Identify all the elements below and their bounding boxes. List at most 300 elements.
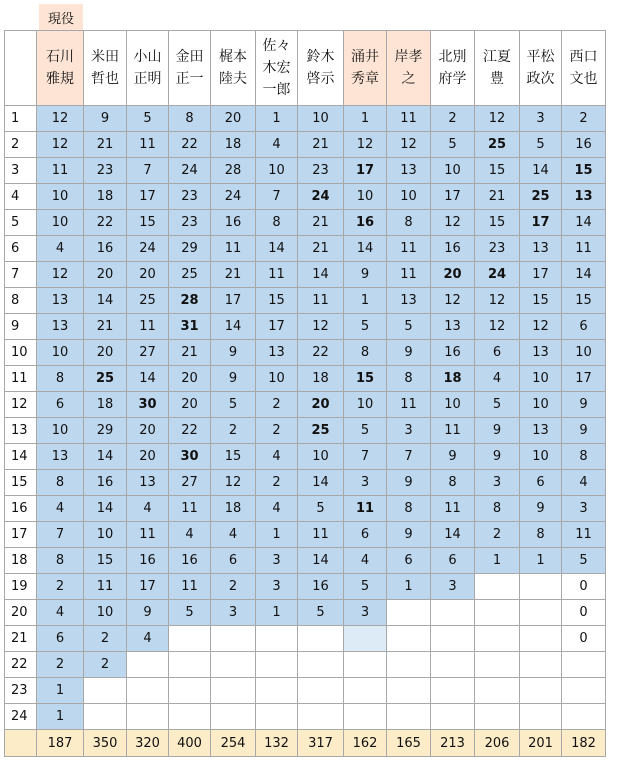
win-cell: 9: [387, 522, 431, 548]
win-cell: [520, 704, 562, 730]
total-cell: 350: [84, 730, 127, 757]
player-name-line: 梶本: [219, 49, 247, 65]
win-cell: 12: [475, 106, 520, 132]
win-cell: 4: [475, 366, 520, 392]
win-cell: 2: [431, 106, 475, 132]
win-cell: 9: [344, 262, 387, 288]
win-cell: [256, 678, 298, 704]
win-cell: 17: [344, 158, 387, 184]
win-cell: 11: [298, 288, 344, 314]
win-cell: 22: [169, 418, 211, 444]
win-cell: 20: [127, 262, 169, 288]
win-cell: 13: [37, 288, 84, 314]
win-cell: 14: [298, 548, 344, 574]
total-cell: 187: [37, 730, 84, 757]
win-cell: [431, 626, 475, 652]
win-cell: [475, 652, 520, 678]
win-cell: 18: [298, 366, 344, 392]
season-number: 9: [5, 314, 37, 340]
win-cell: [520, 574, 562, 600]
player-name-line: 文也: [569, 71, 598, 87]
player-name-line: 一郎: [262, 82, 291, 98]
player-header: [431, 31, 475, 106]
win-cell: 11: [169, 496, 211, 522]
table-row: [5, 652, 606, 678]
win-cell: 20: [431, 262, 475, 288]
win-cell: 9: [84, 106, 127, 132]
win-cell: 22: [84, 210, 127, 236]
win-cell: 3: [344, 600, 387, 626]
player-name-line: 北別: [438, 49, 467, 65]
win-cell: 6: [431, 548, 475, 574]
win-cell: 14: [520, 158, 562, 184]
win-cell: 17: [520, 210, 562, 236]
season-number: 5: [5, 210, 37, 236]
season-number: 21: [5, 626, 37, 652]
win-cell: [475, 600, 520, 626]
player-name-line: 金田: [175, 49, 204, 65]
win-cell: 13: [37, 314, 84, 340]
win-cell: 15: [475, 158, 520, 184]
season-number: 18: [5, 548, 37, 574]
player-name-line: 涌井: [351, 49, 379, 65]
win-cell: 3: [431, 574, 475, 600]
total-cell: 317: [298, 730, 344, 757]
win-cell: 14: [431, 522, 475, 548]
table-row: [5, 184, 606, 210]
win-cell: 14: [84, 288, 127, 314]
win-cell: 11: [169, 574, 211, 600]
win-cell: 12: [37, 132, 84, 158]
win-cell: 5: [475, 392, 520, 418]
win-cell: 29: [84, 418, 127, 444]
win-cell: 11: [37, 158, 84, 184]
win-cell: [520, 678, 562, 704]
win-cell: 1: [37, 704, 84, 730]
win-cell: 10: [298, 106, 344, 132]
win-cell: 27: [169, 470, 211, 496]
total-cell: 254: [211, 730, 256, 757]
win-cell: 8: [37, 548, 84, 574]
win-cell: 24: [211, 184, 256, 210]
player-name-line: 之: [401, 71, 416, 87]
win-cell: 18: [84, 184, 127, 210]
win-cell: 12: [37, 106, 84, 132]
win-cell: 13: [520, 236, 562, 262]
win-cell: 16: [344, 210, 387, 236]
table-row: [5, 496, 606, 522]
win-cell: 6: [475, 340, 520, 366]
win-cell: 20: [298, 392, 344, 418]
player-header: [562, 31, 606, 106]
win-cell: 18: [211, 496, 256, 522]
table-row: [5, 158, 606, 184]
win-cell: 12: [520, 314, 562, 340]
table-row: [5, 132, 606, 158]
win-cell: 14: [298, 262, 344, 288]
player-header: [169, 31, 211, 106]
win-cell: [84, 704, 127, 730]
win-cell: [520, 652, 562, 678]
current-player-label: 現役: [39, 4, 83, 30]
win-cell: 4: [37, 600, 84, 626]
player-header: [127, 31, 169, 106]
player-name-line: 秀章: [351, 71, 379, 87]
win-cell: 5: [344, 314, 387, 340]
win-cell: [475, 574, 520, 600]
win-cell: 7: [256, 184, 298, 210]
win-cell: 15: [562, 158, 606, 184]
win-cell: 20: [127, 418, 169, 444]
win-cell: 10: [256, 366, 298, 392]
season-number: 13: [5, 418, 37, 444]
win-cell: 11: [387, 106, 431, 132]
table-row: [5, 314, 606, 340]
win-cell: 14: [562, 210, 606, 236]
player-name-line: 豊: [490, 71, 504, 87]
win-cell: 25: [475, 132, 520, 158]
total-cell: 162: [344, 730, 387, 757]
win-cell: 2: [211, 418, 256, 444]
win-cell: 7: [344, 444, 387, 470]
totals-label-cell: [5, 730, 37, 757]
win-cell: 21: [211, 262, 256, 288]
win-cell: 0: [562, 600, 606, 626]
win-cell: 1: [256, 600, 298, 626]
win-cell: 25: [520, 184, 562, 210]
win-cell: 2: [84, 652, 127, 678]
win-cell: 4: [127, 626, 169, 652]
win-cell: 1: [387, 574, 431, 600]
win-cell: 11: [256, 262, 298, 288]
win-cell: 5: [344, 574, 387, 600]
win-cell: 3: [256, 548, 298, 574]
season-number: 17: [5, 522, 37, 548]
win-cell: 9: [562, 392, 606, 418]
win-cell: 14: [84, 496, 127, 522]
win-cell: 10: [562, 340, 606, 366]
season-number: 6: [5, 236, 37, 262]
win-cell: 18: [431, 366, 475, 392]
win-cell: 2: [84, 626, 127, 652]
win-cell: 17: [127, 574, 169, 600]
win-cell: 27: [127, 340, 169, 366]
table-row: [5, 418, 606, 444]
win-cell: 14: [211, 314, 256, 340]
win-cell: 16: [84, 236, 127, 262]
corner-cell: [5, 31, 37, 106]
table-row: [5, 600, 606, 626]
win-cell: 11: [127, 132, 169, 158]
win-cell: 10: [298, 444, 344, 470]
win-cell: 14: [256, 236, 298, 262]
win-cell: 4: [169, 522, 211, 548]
win-cell: 13: [256, 340, 298, 366]
win-cell: [562, 652, 606, 678]
win-cell: 10: [431, 158, 475, 184]
win-cell: 22: [169, 132, 211, 158]
win-cell: [84, 678, 127, 704]
win-cell: 23: [169, 184, 211, 210]
total-cell: 400: [169, 730, 211, 757]
win-cell: 8: [562, 444, 606, 470]
win-cell: 17: [211, 288, 256, 314]
win-cell: 28: [211, 158, 256, 184]
header-row: [5, 31, 606, 106]
win-cell: [256, 626, 298, 652]
player-name-line: 米田: [91, 49, 119, 65]
win-cell: 9: [387, 470, 431, 496]
win-cell: 3: [562, 496, 606, 522]
win-cell: 4: [256, 132, 298, 158]
player-name-line: 佐々: [262, 38, 291, 54]
win-cell: 7: [127, 158, 169, 184]
win-cell: 6: [520, 470, 562, 496]
win-cell: 20: [211, 106, 256, 132]
win-cell: 6: [344, 522, 387, 548]
player-header: [387, 31, 431, 106]
win-cell: 16: [127, 548, 169, 574]
win-cell: 11: [127, 522, 169, 548]
win-cell: 6: [211, 548, 256, 574]
win-cell: 13: [127, 470, 169, 496]
win-cell: 9: [211, 366, 256, 392]
table-row: [5, 704, 606, 730]
total-cell: 213: [431, 730, 475, 757]
win-cell: [211, 678, 256, 704]
win-cell: 10: [344, 392, 387, 418]
win-cell: 1: [37, 678, 84, 704]
table-row: [5, 392, 606, 418]
win-cell: 8: [387, 496, 431, 522]
win-cell: 9: [431, 444, 475, 470]
win-cell: 5: [562, 548, 606, 574]
win-cell: 17: [256, 314, 298, 340]
win-cell: 20: [127, 444, 169, 470]
win-cell: 11: [387, 262, 431, 288]
win-cell: [562, 704, 606, 730]
win-cell: 12: [298, 314, 344, 340]
player-name-line: 鈴木: [306, 49, 335, 65]
win-cell: 4: [37, 496, 84, 522]
win-cell: 25: [84, 366, 127, 392]
win-cell: 5: [298, 600, 344, 626]
win-cell: 17: [127, 184, 169, 210]
win-cell: 16: [211, 210, 256, 236]
total-cell: 132: [256, 730, 298, 757]
win-cell: 18: [211, 132, 256, 158]
win-cell: [387, 652, 431, 678]
table-row: [5, 106, 606, 132]
player-header: [520, 31, 562, 106]
win-cell: 25: [298, 418, 344, 444]
player-name-line: 政次: [526, 71, 555, 87]
win-cell: [562, 678, 606, 704]
win-cell: 5: [431, 132, 475, 158]
win-cell: 14: [562, 262, 606, 288]
win-cell: [475, 704, 520, 730]
win-cell: 15: [520, 288, 562, 314]
win-cell: 12: [475, 288, 520, 314]
win-cell: 11: [344, 496, 387, 522]
win-cell: 12: [37, 262, 84, 288]
season-number: 16: [5, 496, 37, 522]
win-cell: 10: [37, 340, 84, 366]
win-cell: 23: [475, 236, 520, 262]
player-name-line: 石川: [46, 49, 74, 65]
win-cell: 10: [431, 392, 475, 418]
win-cell: 10: [520, 366, 562, 392]
win-cell: 11: [84, 574, 127, 600]
player-name-line: 平松: [526, 49, 555, 65]
win-cell: [298, 652, 344, 678]
total-cell: 182: [562, 730, 606, 757]
season-number: 3: [5, 158, 37, 184]
table-row: [5, 444, 606, 470]
win-cell: [256, 704, 298, 730]
win-cell: 3: [344, 470, 387, 496]
win-cell: 22: [298, 340, 344, 366]
total-cell: 165: [387, 730, 431, 757]
win-cell: 12: [344, 132, 387, 158]
win-cell: 11: [211, 236, 256, 262]
win-cell: [431, 652, 475, 678]
win-cell: 3: [475, 470, 520, 496]
total-cell: 206: [475, 730, 520, 757]
win-cell: 24: [298, 184, 344, 210]
win-cell: [344, 626, 387, 652]
win-cell: 3: [256, 574, 298, 600]
win-cell: 4: [127, 496, 169, 522]
win-cell: 8: [256, 210, 298, 236]
table-row: [5, 236, 606, 262]
season-number: 2: [5, 132, 37, 158]
win-cell: 10: [387, 184, 431, 210]
win-cell: 5: [387, 314, 431, 340]
win-cell: 29: [169, 236, 211, 262]
season-number: 20: [5, 600, 37, 626]
win-cell: 8: [475, 496, 520, 522]
player-name-line: 西口: [569, 49, 598, 65]
win-cell: [127, 652, 169, 678]
win-cell: [344, 652, 387, 678]
player-name-line: 小山: [133, 49, 162, 65]
win-cell: [127, 678, 169, 704]
win-cell: 24: [169, 158, 211, 184]
win-cell: 23: [169, 210, 211, 236]
win-cell: 15: [475, 210, 520, 236]
win-cell: [431, 600, 475, 626]
table-row: [5, 470, 606, 496]
win-cell: 28: [169, 288, 211, 314]
win-cell: 10: [84, 600, 127, 626]
season-number: 8: [5, 288, 37, 314]
win-cell: 9: [211, 340, 256, 366]
win-cell: [475, 678, 520, 704]
win-cell: 11: [387, 236, 431, 262]
win-cell: 8: [344, 340, 387, 366]
win-cell: 10: [84, 522, 127, 548]
win-cell: 30: [169, 444, 211, 470]
table-row: [5, 262, 606, 288]
player-header: [298, 31, 344, 106]
win-cell: 20: [169, 392, 211, 418]
win-cell: 1: [520, 548, 562, 574]
win-cell: 16: [431, 340, 475, 366]
win-cell: 16: [562, 132, 606, 158]
win-cell: [256, 652, 298, 678]
season-number: 15: [5, 470, 37, 496]
win-cell: [431, 704, 475, 730]
win-cell: [344, 704, 387, 730]
win-cell: 12: [431, 210, 475, 236]
win-cell: 14: [344, 236, 387, 262]
table-row: [5, 340, 606, 366]
season-number: 7: [5, 262, 37, 288]
win-cell: 6: [37, 392, 84, 418]
win-cell: 2: [562, 106, 606, 132]
win-cell: 2: [256, 392, 298, 418]
win-cell: 8: [37, 470, 84, 496]
win-cell: 23: [84, 158, 127, 184]
win-cell: 21: [84, 132, 127, 158]
win-cell: 10: [520, 392, 562, 418]
win-cell: 12: [475, 314, 520, 340]
win-cell: [211, 704, 256, 730]
win-cell: 8: [431, 470, 475, 496]
season-number: 14: [5, 444, 37, 470]
win-cell: 2: [475, 522, 520, 548]
win-cell: 5: [127, 106, 169, 132]
player-header: [256, 31, 298, 106]
win-cell: 20: [84, 340, 127, 366]
win-cell: 9: [520, 496, 562, 522]
win-cell: 14: [127, 366, 169, 392]
win-cell: [387, 678, 431, 704]
season-number: 12: [5, 392, 37, 418]
player-name-line: 正明: [133, 71, 162, 87]
win-cell: 3: [387, 418, 431, 444]
win-cell: 9: [387, 340, 431, 366]
win-cell: 16: [169, 548, 211, 574]
win-cell: 31: [169, 314, 211, 340]
win-cell: 17: [520, 262, 562, 288]
win-cell: 5: [211, 392, 256, 418]
win-cell: [387, 626, 431, 652]
win-cell: 9: [475, 444, 520, 470]
win-cell: 1: [256, 522, 298, 548]
win-cell: 5: [169, 600, 211, 626]
win-cell: [298, 626, 344, 652]
win-cell: [127, 704, 169, 730]
win-cell: 12: [431, 288, 475, 314]
total-cell: 201: [520, 730, 562, 757]
win-cell: 24: [127, 236, 169, 262]
win-cell: 14: [298, 470, 344, 496]
win-cell: [344, 678, 387, 704]
win-cell: 10: [344, 184, 387, 210]
win-cell: 20: [169, 366, 211, 392]
win-cell: 18: [84, 392, 127, 418]
win-cell: 1: [344, 288, 387, 314]
win-cell: 2: [256, 418, 298, 444]
win-cell: 5: [520, 132, 562, 158]
player-header: [344, 31, 387, 106]
season-number: 4: [5, 184, 37, 210]
table-row: [5, 574, 606, 600]
win-cell: 10: [256, 158, 298, 184]
win-cell: 10: [37, 210, 84, 236]
